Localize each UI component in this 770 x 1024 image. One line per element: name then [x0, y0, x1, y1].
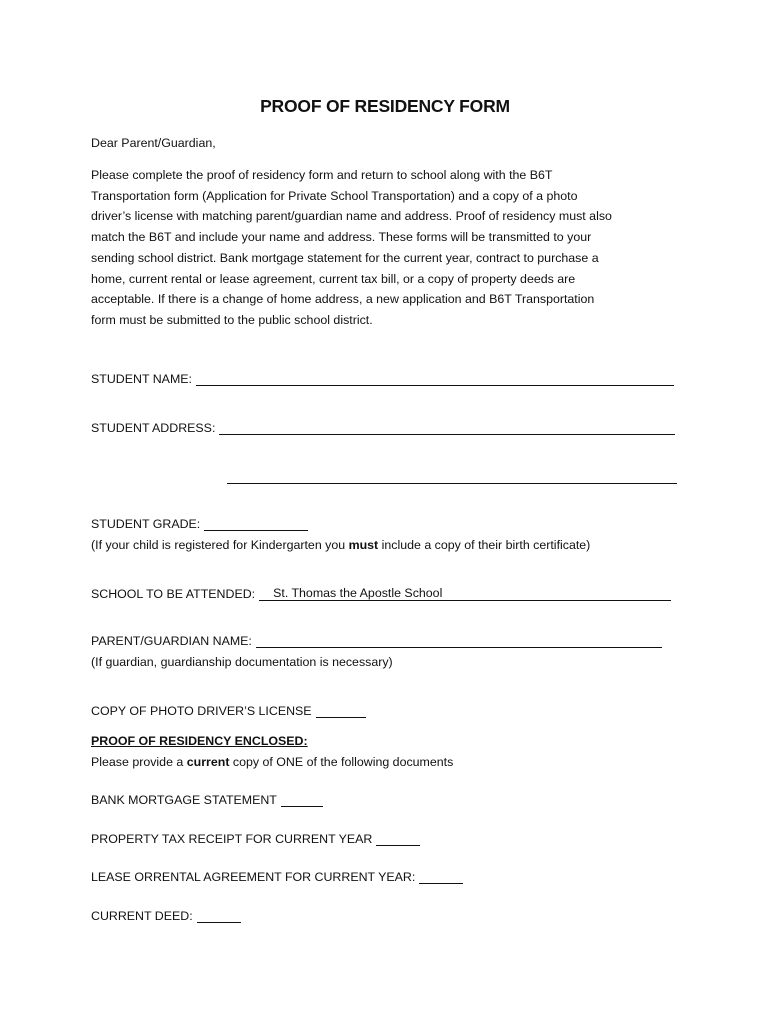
intro-line: home, current rental or lease agreement, current tax bill, or a copy of property deeds are	[91, 271, 576, 286]
license-label: COPY OF PHOTO DRIVER’S LICENSE	[91, 704, 312, 718]
intro-line: Please complete the proof of residency form and return to school along with the B6T	[91, 168, 553, 182]
student-grade-label: STUDENT GRADE:	[91, 517, 201, 531]
license-field[interactable]	[316, 704, 366, 718]
intro-line: acceptable. If there is a change of home address, a new application and B6T Transportation	[91, 292, 595, 307]
student-address-row	[91, 421, 675, 435]
student-name-row	[91, 372, 674, 386]
parent-name-label: PARENT/GUARDIAN NAME:	[91, 634, 252, 648]
greeting: Dear Parent/Guardian,	[91, 136, 216, 150]
student-address-field[interactable]	[219, 421, 675, 435]
school-row	[91, 586, 671, 601]
school-field[interactable]: St. Thomas the Apostle School	[259, 586, 671, 601]
license-row	[91, 704, 366, 718]
intro-line: Transportation form (Application for Private School Transportation) and a copy of a photo	[91, 188, 578, 203]
lease-row	[91, 870, 463, 884]
parent-name-field[interactable]	[256, 634, 662, 648]
student-address-label: STUDENT ADDRESS:	[91, 421, 216, 435]
proof-note	[91, 755, 453, 769]
student-name-field[interactable]	[196, 372, 674, 386]
tax-label: PROPERTY TAX RECEIPT FOR CURRENT YEAR	[91, 832, 373, 846]
mortgage-row	[91, 793, 323, 807]
deed-row	[91, 909, 241, 923]
page-title: PROOF OF RESIDENCY FORM	[260, 96, 510, 116]
proof-note-text: Please provide a	[91, 755, 187, 769]
tax-field[interactable]	[376, 832, 420, 846]
proof-note-text: copy of ONE of the following documents	[229, 755, 454, 769]
student-address-line-2-row	[227, 470, 677, 484]
school-label: SCHOOL TO BE ATTENDED:	[91, 587, 256, 601]
mortgage-label: BANK MORTGAGE STATEMENT	[91, 793, 277, 807]
intro-line: match the B6T and include your name and address. These forms will be transmitted to your	[91, 230, 592, 245]
lease-field[interactable]	[419, 870, 463, 884]
grade-note	[91, 538, 590, 552]
grade-note-text: (If your child is registered for Kindergarten you	[91, 538, 349, 552]
mortgage-field[interactable]	[281, 793, 323, 807]
student-address-line-2-field[interactable]	[227, 470, 677, 484]
lease-label: LEASE ORRENTAL AGREEMENT FOR CURRENT YEAR:	[91, 870, 416, 884]
grade-note-text: include a copy of their birth certificate)	[378, 538, 591, 552]
parent-note: (If guardian, guardianship documentation is necessary)	[91, 655, 393, 669]
proof-heading: PROOF OF RESIDENCY ENCLOSED:	[91, 734, 308, 748]
intro-paragraph	[91, 165, 691, 331]
grade-note-emphasis: must	[348, 538, 379, 552]
intro-line: form must be submitted to the public school district.	[91, 312, 373, 327]
intro-line: sending school district. Bank mortgage statement for the current year, contract to purchase a	[91, 250, 599, 265]
student-name-label: STUDENT NAME:	[91, 372, 192, 386]
student-grade-row	[91, 517, 308, 531]
deed-label: CURRENT DEED:	[91, 909, 193, 923]
tax-row	[91, 832, 420, 846]
parent-row	[91, 634, 662, 648]
intro-line: driver’s license with matching parent/guardian name and address. Proof of residency must also	[91, 209, 612, 224]
proof-note-emphasis: current	[186, 755, 230, 769]
student-grade-field[interactable]	[204, 517, 308, 531]
deed-field[interactable]	[197, 909, 241, 923]
